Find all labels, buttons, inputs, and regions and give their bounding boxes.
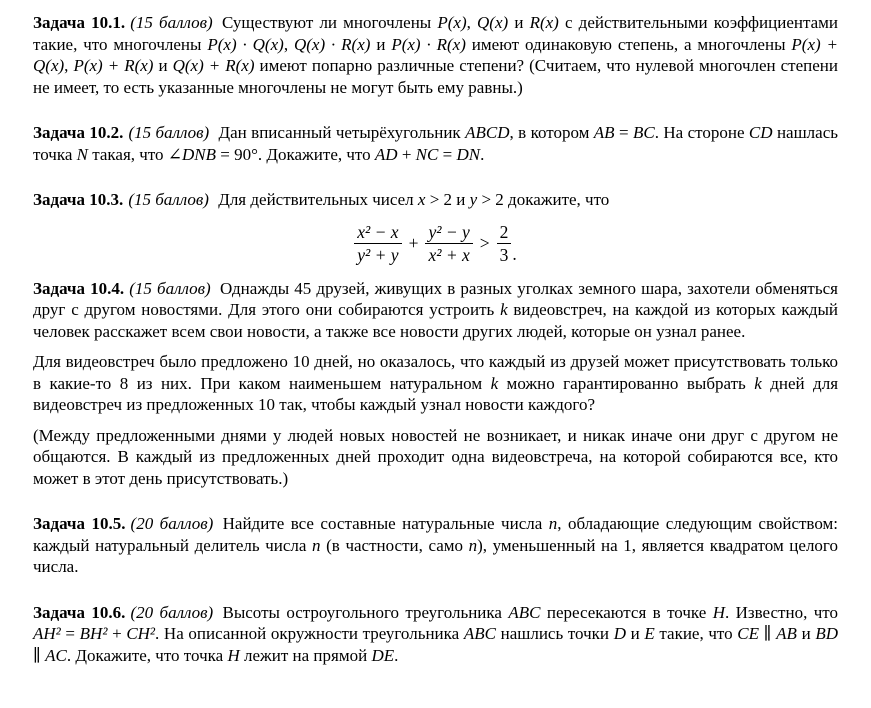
text-segment: + (397, 144, 416, 164)
text-segment: , в котором (509, 123, 594, 142)
math-text: R(x) (529, 13, 559, 32)
denominator: y² + y (357, 244, 399, 265)
text-segment: . На стороне (654, 123, 749, 142)
text-segment: с действительными коэффициентами такие, что многочлены (33, 13, 838, 54)
operator-plus: + (408, 232, 419, 253)
text-segment: нашлась точка (33, 123, 838, 164)
math-text: k (500, 300, 508, 320)
numerator: y² − y (425, 222, 472, 244)
formula-10-3 (33, 222, 838, 265)
problem-10-4-paragraph-2 (33, 351, 838, 416)
text-segment: , (283, 34, 294, 54)
problem-10-5 (33, 513, 838, 578)
math-text: Q(x) · R(x) (293, 34, 371, 54)
math-text: AD (374, 144, 398, 164)
problem-10-1 (33, 12, 838, 98)
math-text: CH² (126, 624, 156, 644)
text-segment: Существуют ли многочлены (222, 13, 438, 32)
text-segment: . Докажите, что точка (66, 645, 228, 665)
text-segment: , (64, 56, 74, 75)
fraction-3 (497, 222, 512, 265)
text-segment: . Известно, что (724, 602, 838, 622)
text-segment: , (466, 13, 478, 32)
math-text: n (548, 514, 558, 534)
operator-greater: > (479, 232, 490, 253)
math-text: N (76, 144, 88, 164)
text-segment: = (614, 123, 633, 142)
text-segment: . (480, 144, 485, 164)
text-segment: , обладающие следующим свойством: каждый натуральный делитель числа (33, 514, 838, 555)
math-text: BC (632, 123, 655, 142)
text-segment: (в частности, само (320, 535, 469, 555)
math-text: k (754, 373, 762, 393)
problem-body (33, 426, 838, 488)
text-segment: ∥ (33, 645, 46, 665)
text-segment: имеют попарно различные степени? (Считаем, что нулевой многочлен степени не имеет, то есть указанные многочлены не могут быть ему равны.) (33, 56, 838, 97)
problem-number: Задача 10.5. (33, 514, 126, 534)
math-text: x (417, 190, 426, 209)
text-segment: = (60, 624, 80, 644)
text-segment: и (370, 34, 392, 54)
math-text: y (469, 190, 478, 209)
problem-number: Задача 10.1. (33, 13, 126, 32)
text-segment: ), уменьшенный на 1, является квадратом целого числа. (33, 535, 838, 577)
math-text: CE (737, 624, 760, 644)
text-segment: Для действительных чисел (218, 190, 418, 209)
fraction-1 (354, 222, 401, 265)
text-segment: такие, что (654, 624, 738, 644)
math-text: AB (593, 123, 615, 142)
fraction-2 (425, 222, 472, 265)
problem-points: (20 баллов) (130, 602, 214, 622)
text-segment: и (153, 56, 173, 75)
text-segment: Найдите все составные натуральные числа (222, 514, 549, 534)
problem-number: Задача 10.3. (33, 190, 124, 209)
math-text: D (613, 624, 626, 644)
problem-body (218, 190, 609, 209)
problem-10-2 (33, 122, 838, 165)
text-segment: пересекаются в точке (540, 602, 713, 622)
text-segment: Однажды 45 друзей, живущих в разных уголках земного шара, захотели обменяться друг с другом новостями. Для этого они собираются устроить (33, 278, 838, 320)
formula-period: . (512, 243, 517, 264)
math-text: P(x) + Q(x) (33, 34, 839, 75)
numerator: 2 (497, 222, 512, 244)
problem-10-3 (33, 189, 838, 211)
text-segment: можно гарантированно выбрать (498, 373, 755, 393)
text-segment: > 2 докажите, что (477, 190, 610, 209)
math-text: CD (748, 123, 773, 142)
math-text: ABC (508, 602, 541, 622)
problem-body (33, 352, 838, 414)
math-text: NC (415, 144, 439, 164)
problem-number: Задача 10.2. (33, 123, 124, 142)
text-segment: > 2 и (425, 190, 470, 209)
problem-10-4-paragraph-3 (33, 425, 838, 490)
denominator: x² + x (428, 244, 470, 265)
math-text: DN (456, 144, 481, 164)
problem-points: (15 баллов) (128, 123, 210, 142)
text-segment: нашлись точки (495, 624, 614, 644)
text-segment: видеовстреч, на каждой из которых каждый человек расскажет всем свои новости, а также все новости других людей, которые он узнал ранее. (33, 300, 838, 341)
problem-points: (15 баллов) (130, 13, 213, 32)
numerator: x² − x (354, 222, 401, 244)
text-segment: . На описанной окружности треугольника (155, 624, 464, 644)
math-text: P(x) (437, 13, 467, 32)
problem-10-4 (33, 278, 838, 343)
problem-points: (20 баллов) (130, 514, 214, 534)
problem-number: Задача 10.4. (33, 278, 125, 298)
math-text: DNB (182, 144, 217, 164)
text-segment: = 90°. Докажите, что (216, 144, 375, 164)
math-text: n (312, 535, 321, 555)
math-text: BH² (79, 624, 108, 644)
math-text: ABC (463, 624, 496, 644)
math-text: AC (45, 645, 67, 665)
text-segment: = (438, 144, 457, 164)
text-segment: и (625, 624, 645, 644)
math-text: Q(x) + R(x) (172, 56, 255, 75)
text-segment: дней для видеовстреч из предложенных 10 так, чтобы каждый узнал новости каждого? (33, 373, 839, 415)
math-text: P(x) + R(x) (73, 56, 154, 75)
text-segment: . (394, 645, 399, 665)
text-segment: лежит на прямой (239, 645, 372, 665)
text-segment: (Между предложенными днями у людей новых новостей не возникает, и никак иначе они друг с другом не общаются. В каждый из предложенных дней проходит одна видеовстреча, на которой собираются все, кто может в этот день присутствовать.) (33, 425, 838, 488)
denominator: 3 (499, 244, 509, 265)
math-text: H (712, 602, 725, 622)
text-segment: ∥ (759, 624, 777, 644)
math-text: AB (776, 624, 797, 644)
math-text: H (227, 645, 240, 665)
math-text: P(x) · Q(x) (207, 34, 284, 54)
text-segment: такая, что ∠ (87, 144, 183, 164)
text-segment: Высоты остроугольного треугольника (222, 602, 509, 622)
math-text: k (490, 373, 499, 393)
math-text: ABCD (465, 123, 510, 142)
text-segment: Дан вписанный четырёхугольник (218, 123, 466, 142)
math-text: n (468, 535, 478, 555)
text-segment: и (508, 13, 530, 32)
problem-points: (15 баллов) (128, 190, 209, 209)
math-text: AH² (33, 624, 61, 644)
math-text: BD (815, 624, 839, 644)
math-text: E (644, 624, 655, 644)
text-segment: Для видеовстреч было предложено 10 дней, но оказалось, что каждый из друзей может присутствовать только в какие-то 8 из них. При каком наименьшем натуральном (33, 352, 838, 393)
problem-number: Задача 10.6. (33, 602, 126, 622)
text-segment: + (107, 624, 127, 644)
problem-points: (15 баллов) (129, 278, 211, 298)
math-text: DE (371, 645, 395, 665)
math-text: Q(x) (477, 13, 509, 32)
text-segment: имеют одинаковую степень, а многочлены (465, 34, 792, 54)
math-text: P(x) · R(x) (391, 34, 466, 54)
problem-10-6 (33, 602, 838, 667)
text-segment: и (796, 624, 816, 644)
